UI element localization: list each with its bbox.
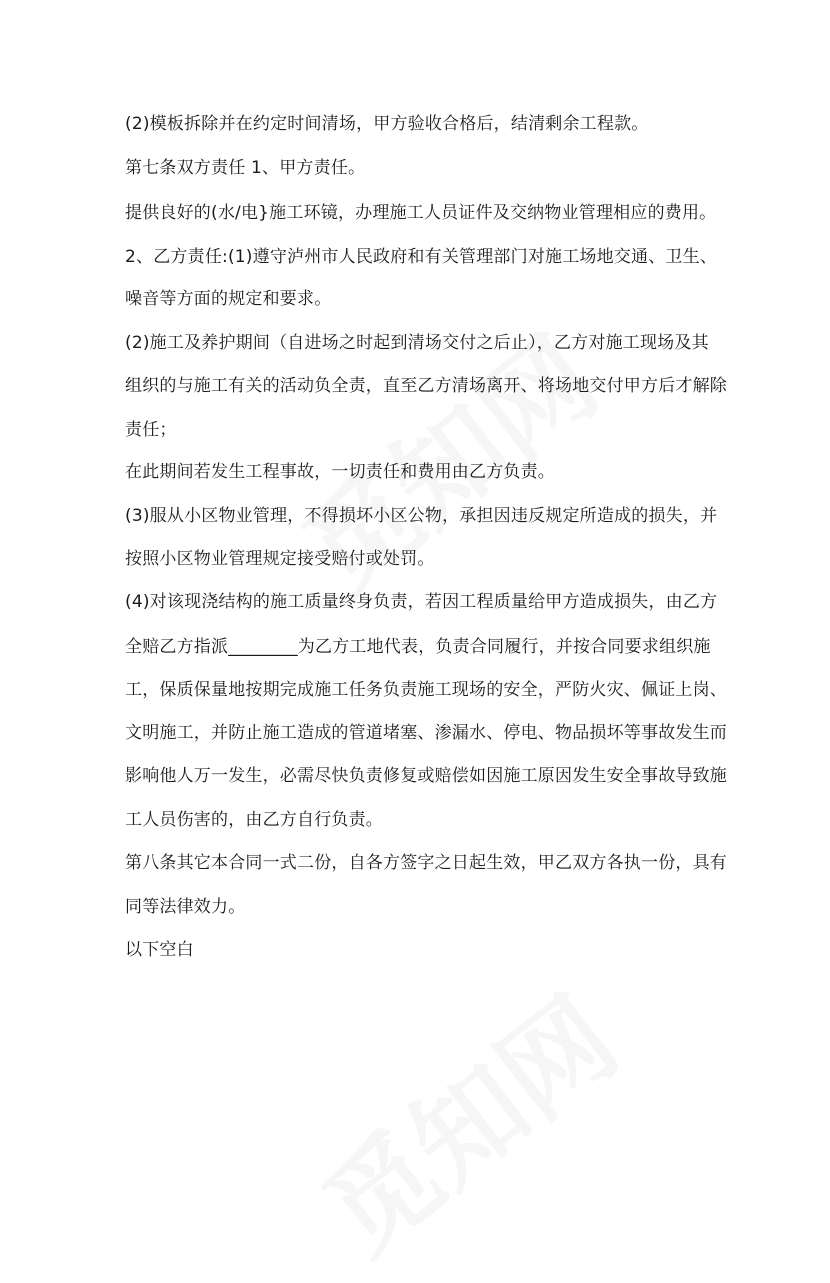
text-line: 2、乙方责任:(1)遵守泸州市人民政府和有关管理部门对施工场地交通、卫生、 bbox=[125, 247, 718, 267]
text-line: 以下空白 bbox=[125, 940, 194, 960]
text-line: 在此期间若发生工程事故，一切责任和费用由乙方负责。 bbox=[125, 462, 555, 482]
text-line: 第七条双方责任 1、甲方责任。 bbox=[125, 158, 366, 178]
text-line: 组织的与施工有关的活动负全责，直至乙方清场离开、将场地交付甲方后才解除 bbox=[125, 376, 727, 396]
text-line: (2)模板拆除并在约定时间清场，甲方验收合格后，结清剩余工程款。 bbox=[125, 114, 649, 134]
text-line: 文明施工，并防止施工造成的管道堵塞、渗漏水、停电、物品损坏等事故发生而 bbox=[125, 723, 727, 743]
text-line: 影响他人万一发生，必需尽快负责修复或赔偿如因施工原因发生安全事故导致施 bbox=[125, 766, 727, 786]
text-line: 噪音等方面的规定和要求。 bbox=[125, 289, 332, 309]
text-line: 工，保质保量地按期完成施工任务负责施工现场的安全，严防火灾、佩证上岗、 bbox=[125, 680, 727, 700]
text-line: (2)施工及养护期间（自进场之时起到清场交付之后止），乙方对施工现场及其 bbox=[125, 333, 709, 353]
text-line: 提供良好的(水/电}施工环镜，办理施工人员证件及交纳物业管理相应的费用。 bbox=[125, 203, 717, 223]
text-line: (4)对该现浇结构的施工质量终身负责，若因工程质量给甲方造成损失，由乙方 bbox=[125, 592, 718, 612]
watermark bbox=[286, 955, 643, 1283]
text-line: 全赔乙方指派________为乙方工地代表，负责合同履行，并按合同要求组织施 bbox=[125, 637, 711, 657]
text-line: 工人员伤害的，由乙方自行负责。 bbox=[125, 810, 383, 830]
text-line: 按照小区物业管理规定接受赔付或处罚。 bbox=[125, 549, 435, 569]
text-line: 同等法律效力。 bbox=[125, 897, 246, 917]
text-line: 第八条其它本合同一式二份，自各方签字之日起生效，甲乙双方各执一份，具有 bbox=[125, 853, 727, 873]
text-line: (3)服从小区物业管理，不得损坏小区公物，承担因违反规定所造成的损失，并 bbox=[125, 506, 718, 526]
text-line: 责任； bbox=[125, 420, 177, 440]
